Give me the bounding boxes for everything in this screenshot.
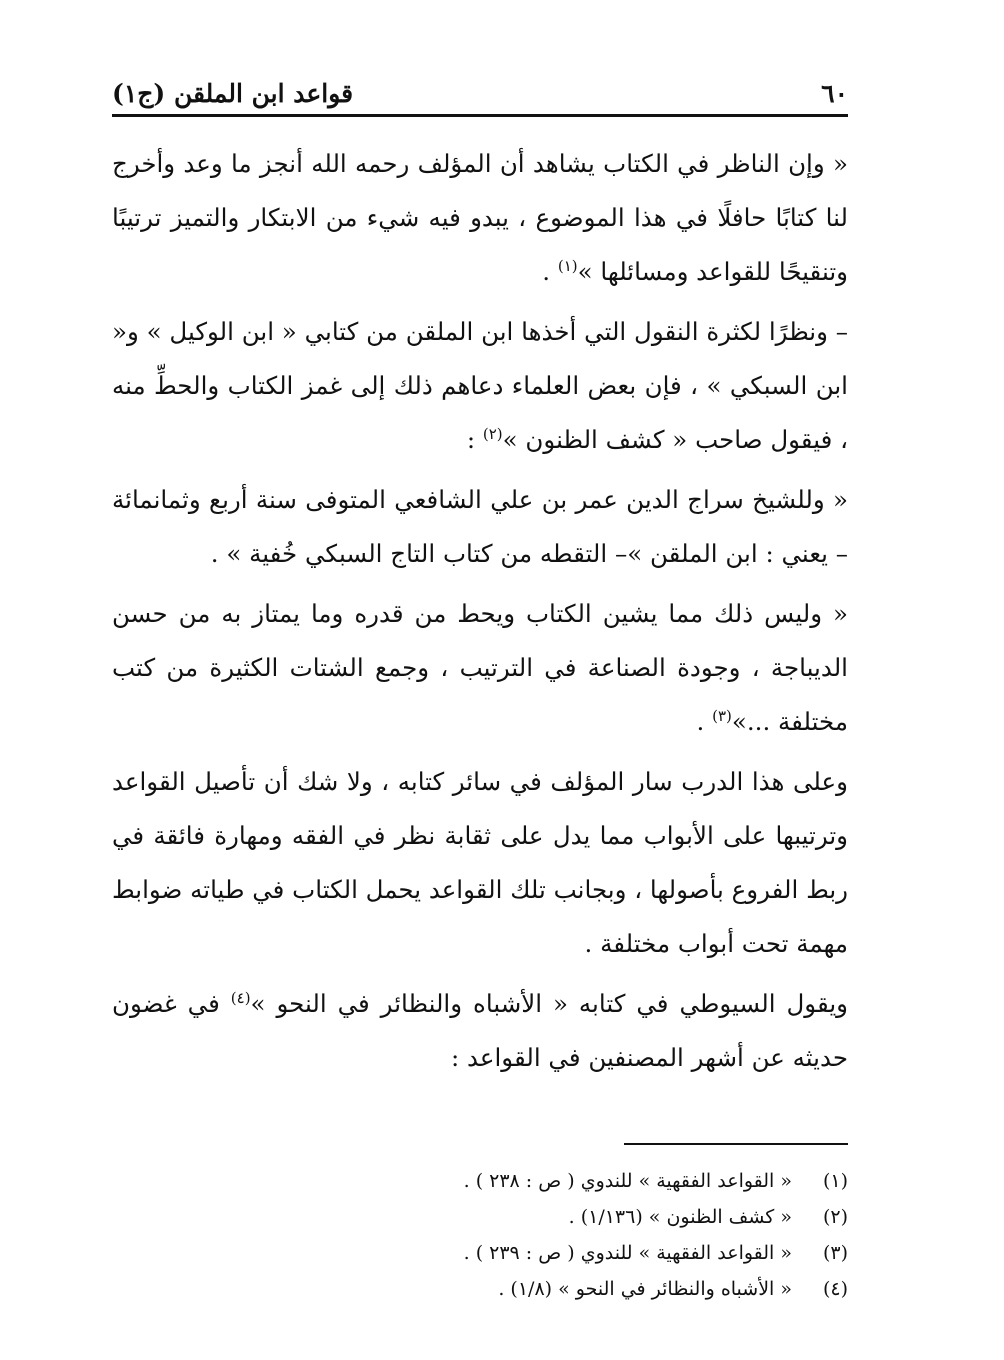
footnote-ref-2[interactable]: (٢): [482, 424, 503, 443]
paragraph-4-end: .: [696, 707, 713, 736]
paragraph-6: [112, 977, 848, 1085]
page-header: [112, 60, 848, 114]
paragraph-1: [112, 137, 848, 299]
paragraph-1-text: « وإن الناظر في الكتاب يشاهد أن المؤلف رحمه الله أنجز ما وعد وأخرج لنا كتابًا حافلًا في هذا الموضوع ، يبدو فيه شيء من الابتكار والتميز ترتيبًا وتنقيحًا للقواعد ومسائلها »: [112, 149, 848, 286]
footnote-text: « الأشباه والنظائر في النحو » (١/٨) .: [498, 1278, 792, 1300]
paragraph-3: [112, 473, 848, 581]
footnote-number: (٢): [822, 1206, 848, 1228]
paragraph-3-text: « وللشيخ سراج الدين عمر بن علي الشافعي المتوفى سنة أربع وثمانمائة – يعني : ابن الملقن »– التقطه من كتاب التاج السبكي خُفية » .: [112, 485, 848, 568]
footnote-1: [112, 1163, 848, 1199]
header-rule: [112, 114, 848, 117]
paragraph-1-end: .: [542, 257, 558, 286]
footnote-number: (٤): [822, 1278, 848, 1300]
paragraph-4: [112, 587, 848, 749]
paragraph-5: [112, 755, 848, 971]
footnote-text: « القواعد الفقهية » للندوي ( ص : ٢٣٩ ) .: [463, 1242, 792, 1264]
footnote-separator: [624, 1143, 848, 1145]
footnote-3: [112, 1235, 848, 1271]
running-title: قواعد ابن الملقن (ج١): [112, 79, 354, 108]
paragraph-6-tail: في غضون حديثه عن أشهر المصنفين في القواعد :: [112, 989, 848, 1072]
page-number: ٦٠: [821, 79, 848, 108]
paragraph-2: [112, 305, 848, 467]
paragraph-4-text: « وليس ذلك مما يشين الكتاب ويحط من قدره وما يمتاز به من حسن الديباجة ، وجودة الصناعة في الترتيب ، وجمع الشتات الكثيرة من كتب مختلفة ...»: [112, 599, 848, 736]
footnote-2: [112, 1199, 848, 1235]
footnote-number: (٣): [822, 1242, 848, 1264]
footnote-number: (١): [822, 1170, 848, 1192]
footnotes: [112, 1163, 848, 1307]
footnote-ref-4[interactable]: (٤): [230, 988, 251, 1007]
paragraph-5-text: وعلى هذا الدرب سار المؤلف في سائر كتابه ، ولا شك أن تأصيل القواعد وترتيبها على الأبواب مما يدل على ثقابة نظر في الفقه ومهارة فائقة في ربط الفروع بأصولها ، وبجانب تلك القواعد يحمل الكتاب في طياته ضوابط مهمة تحت أبواب مختلفة .: [112, 767, 848, 958]
paragraph-2-text: – ونظرًا لكثرة النقول التي أخذها ابن الملقن من كتابي « ابن الوكيل » و« ابن السبكي » ، فإن بعض العلماء دعاهم ذلك إلى غمز الكتاب والحطِّ منه ، فيقول صاحب « كشف الظنون »: [112, 317, 848, 454]
footnote-text: « القواعد الفقهية » للندوي ( ص : ٢٣٨ ) .: [463, 1170, 792, 1192]
paragraph-2-end: :: [466, 425, 483, 454]
footnote-ref-3[interactable]: (٣): [712, 706, 732, 725]
footnote-text: « كشف الظنون » (١/١٣٦) .: [568, 1206, 792, 1228]
book-page: [112, 60, 848, 1307]
footnote-ref-1[interactable]: (١): [557, 256, 578, 275]
paragraph-6-text: ويقول السيوطي في كتابه « الأشباه والنظائر في النحو »: [250, 989, 848, 1018]
footnote-4: [112, 1271, 848, 1307]
